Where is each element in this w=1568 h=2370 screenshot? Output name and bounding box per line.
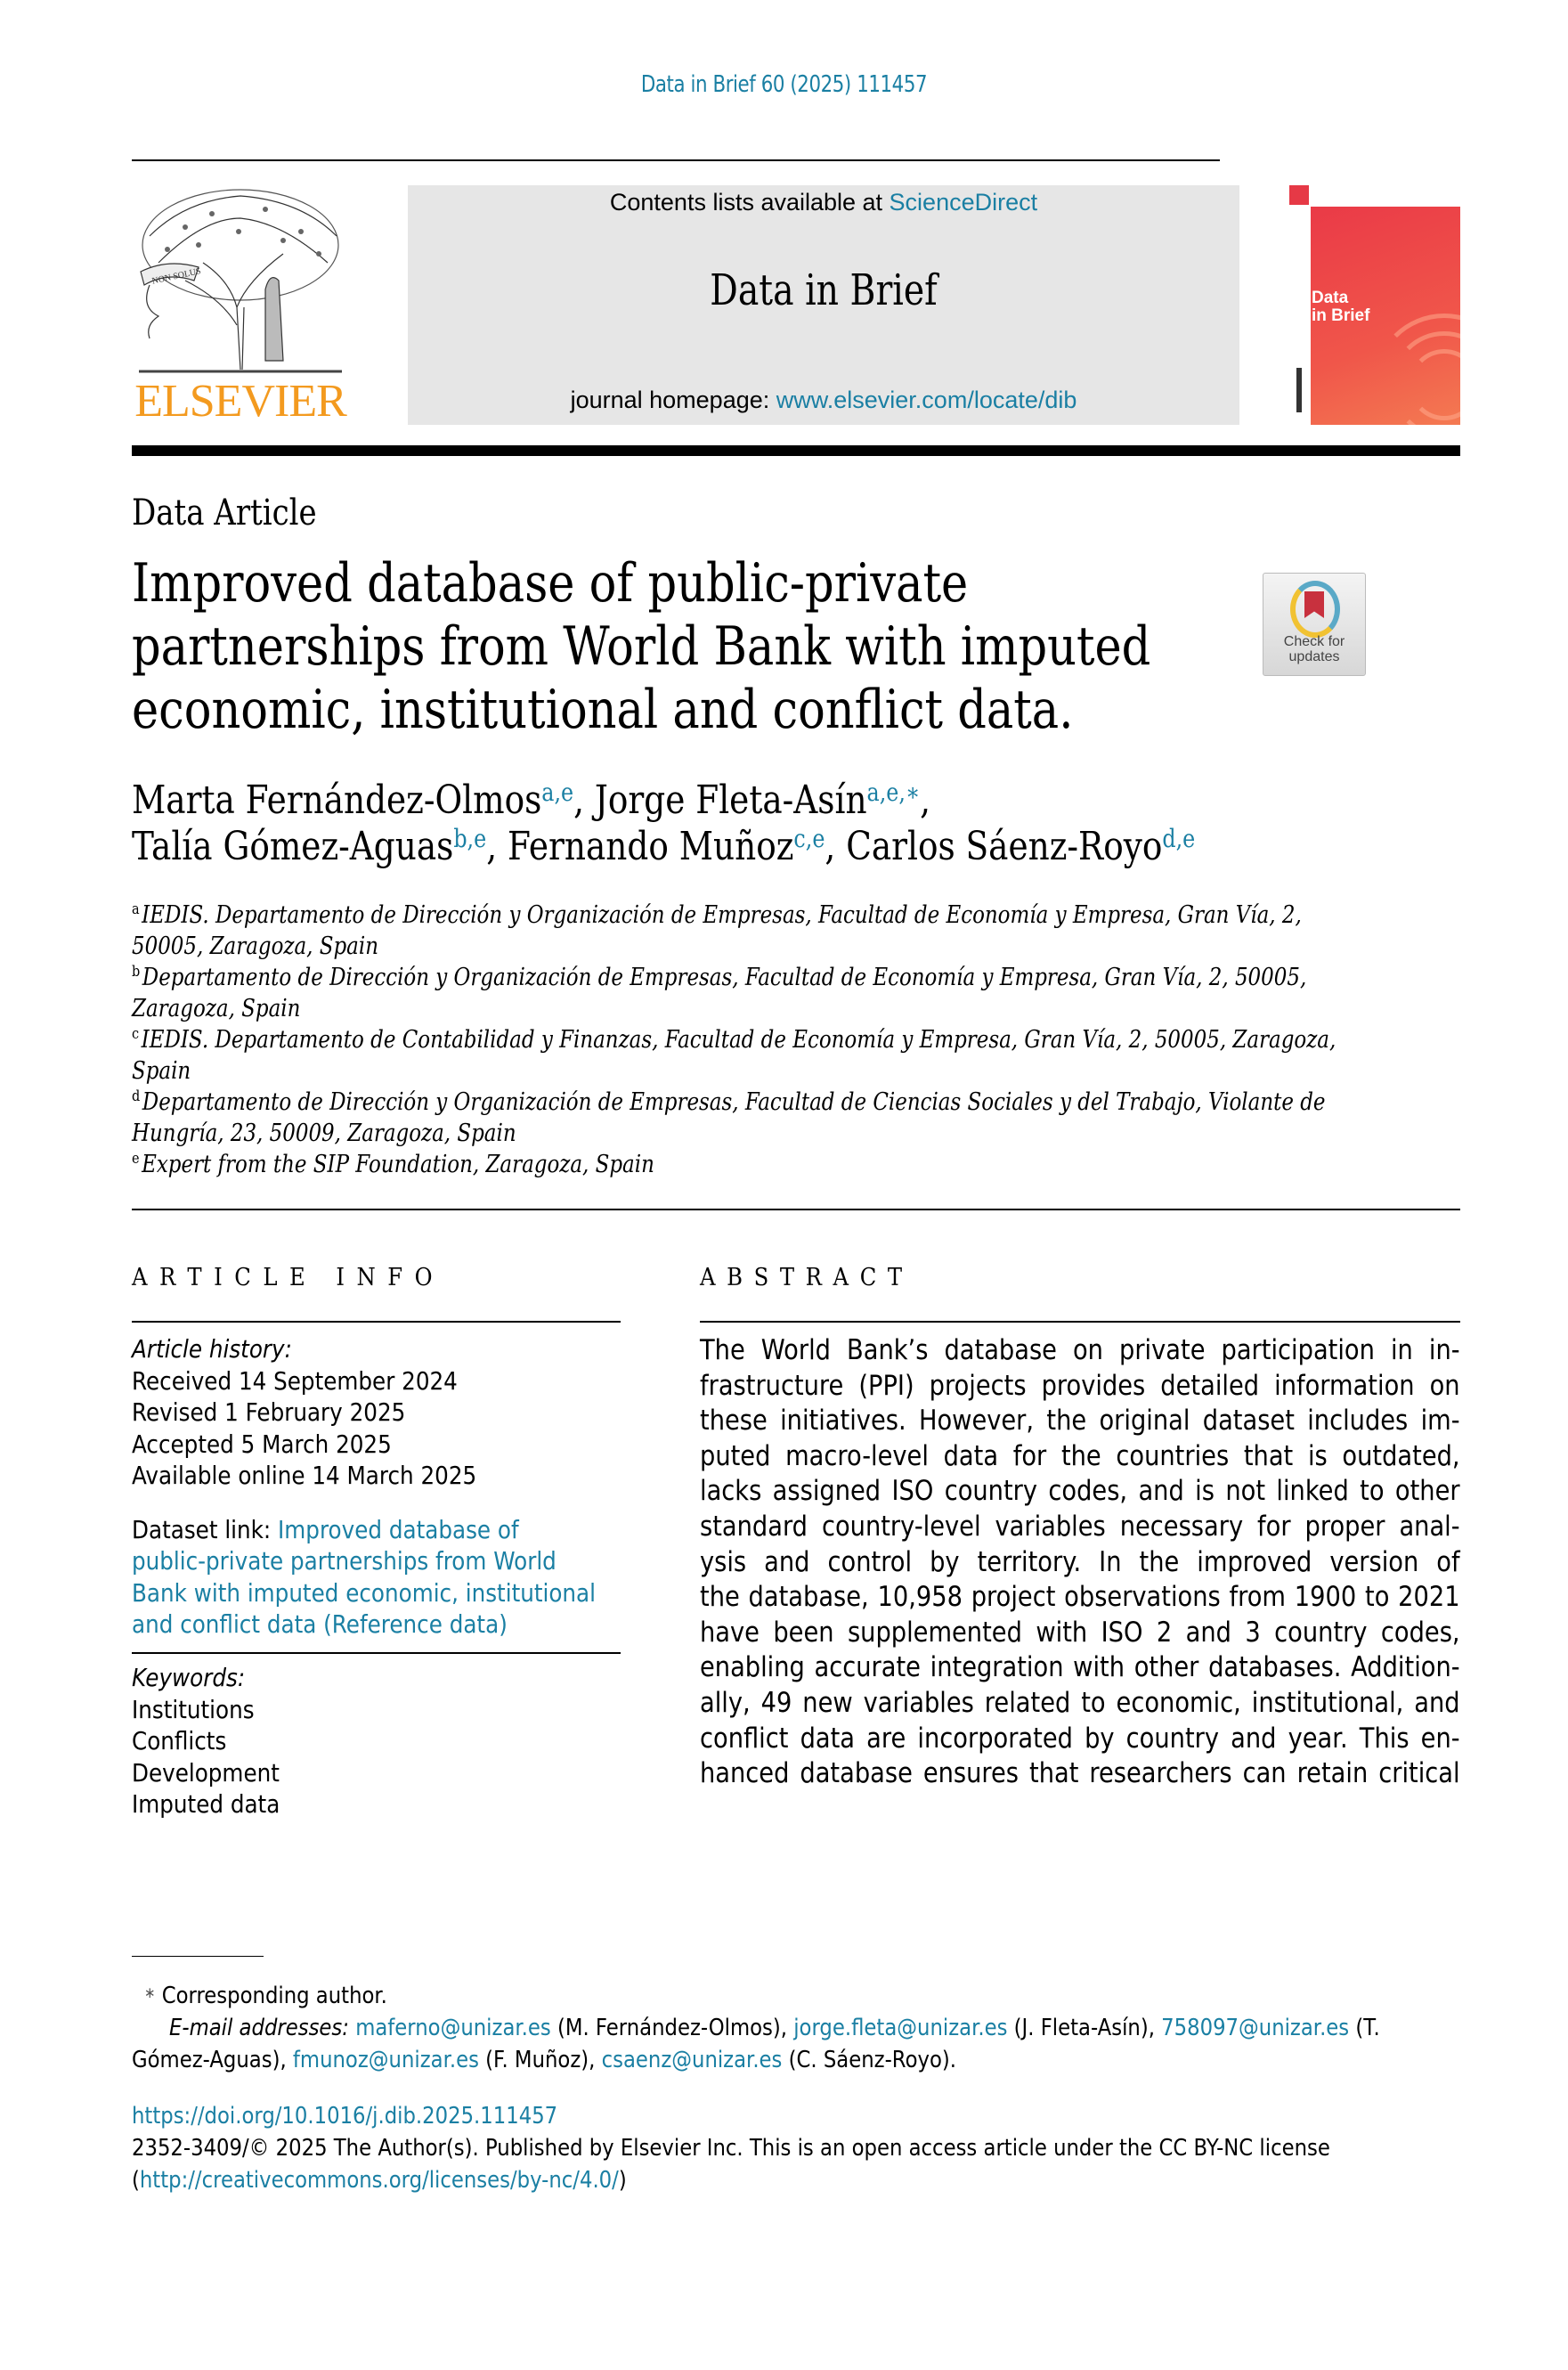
affiliation-text: IEDIS. Departamento de Contabilidad y Finanzas, Facultad de Economía y Empresa, Gran Vía, 2, 50005, Zaragoza, [141,1026,1336,1054]
elsevier-badge-icon [1289,185,1309,205]
paren: ( [132,2167,140,2194]
abstract-line: hanced database ensures that researchers can retain critical [700,1757,1460,1790]
abstract-line: puted macro-level data for the countries that is outdated, [700,1439,1460,1472]
author-affiliation-ref[interactable]: a,e,∗ [866,778,921,807]
author-line [132,778,1230,824]
contents-prefix: Contents lists available at [609,189,890,216]
cover-art [1311,207,1460,425]
affiliation-b-cont: Zaragoza, Spain [132,995,301,1022]
abstract-divider [700,1321,1460,1323]
check-for-updates-button[interactable] [1263,573,1366,676]
affiliation-text: Expert from the SIP Foundation, Zaragoza, Spain [142,1151,654,1178]
author-affiliation-ref[interactable]: d,e [1162,824,1196,853]
journal-cover-thumbnail[interactable] [1289,185,1460,425]
dataset-link-cont[interactable]: Bank with imputed economic, institutional [132,1577,597,1608]
author-list [132,778,1230,870]
license-text: 2352-3409/© 2025 The Author(s). Published by Elsevier Inc. This is an open access article under the CC BY-NC license [132,2135,1330,2162]
email-owner: (T. [1349,2015,1380,2041]
article-title [132,552,1176,742]
check-for-updates-label [1263,634,1365,664]
keyword: Development [132,1757,280,1788]
email-link[interactable]: maferno@unizar.es [355,2015,551,2041]
top-rule-divider [132,159,1220,161]
elsevier-wordmark: ELSEVIER [134,376,346,427]
email-owner: Gómez-Aguas), [132,2047,293,2073]
header-heavy-rule [132,445,1460,456]
author-name[interactable]: Talía Gómez-Aguas [132,824,454,869]
corresponding-author-note [132,1977,1457,2012]
email-line [132,2012,1457,2044]
abstract-body [700,1333,1460,1792]
abstract-line: the database, 10,958 project observations from 1900 to 2021 [700,1581,1460,1614]
abstract-line: lacks assigned ISO country codes, and is not linked to other [700,1475,1460,1508]
author-name[interactable]: Jorge Fleta-Asín [594,778,867,823]
tree-emblem-icon [132,183,349,377]
affiliation-key: b [132,963,141,981]
homepage-prefix: journal homepage: [570,387,776,413]
cover-title-line: in Brief [1312,306,1370,325]
abstract-line: conflict data are incorporated by country and year. This en- [700,1722,1460,1755]
affiliation-key: c [132,1025,140,1043]
affiliation-c-cont: Spain [132,1057,191,1085]
abstract-line: frastructure (PPI) projects provides detailed information on [700,1369,1460,1402]
abstract-line: these initiatives. However, the original dataset includes im- [700,1405,1460,1437]
abstract-line: ally, 49 new variables related to economic, institutional, and [700,1686,1460,1719]
keywords-divider [132,1652,621,1654]
email-owner: (J. Fleta-Asín), [1007,2015,1162,2041]
license-link[interactable]: http://creativecommons.org/licenses/by-nc/4.0/ [139,2167,619,2194]
affiliation-a [132,900,1381,931]
dataset-label: Dataset link: [132,1514,279,1544]
article-type-label: Data Article [132,493,317,533]
sciencedirect-link[interactable]: ScienceDirect [889,189,1038,216]
footnotes [132,1977,1457,2076]
keywords-section [132,1662,602,1820]
history-online: Available online 14 March 2025 [132,1461,477,1490]
paren: ) [618,2167,627,2194]
abstract-line: have been supplemented with ISO 2 and 3 country codes, [700,1616,1460,1649]
affiliation-d-cont: Hungría, 23, 50009, Zaragoza, Spain [132,1120,516,1147]
journal-header-box [408,185,1239,425]
corresponding-marker: ∗ [144,1984,156,2002]
author-separator: , [573,778,595,823]
author-affiliation-ref[interactable]: a,e [541,778,574,807]
author-affiliation-ref[interactable]: c,e [793,824,825,853]
svg-text:NON SOLUS: NON SOLUS [150,266,202,287]
license-link-line [132,2164,1457,2196]
footnote-rule [132,1956,264,1957]
journal-citation-link[interactable]: Data in Brief 60 (2025) 111457 [640,71,928,98]
keywords-label: Keywords: [132,1663,246,1692]
contents-availability-line [408,189,1239,216]
doi-license-block [132,2100,1457,2196]
email-link[interactable]: jorge.fleta@unizar.es [793,2015,1008,2041]
email-owner: (C. Sáenz-Royo). [782,2047,957,2073]
email-link[interactable]: csaenz@unizar.es [601,2047,783,2073]
author-name[interactable]: Marta Fernández-Olmos [132,778,542,823]
affiliation-text: Departamento de Dirección y Organización de Empresas, Facultad de Economía y Empresa, Gran Vía, 2, 50005, [142,964,1307,991]
email-owner: (M. Fernández-Olmos), [550,2015,794,2041]
article-history [132,1333,602,1641]
abstract-line: The World Bank’s database on private participation in in- [700,1334,1460,1366]
abstract-line: enabling accurate integration with other databases. Addition- [700,1651,1460,1684]
journal-name: Data in Brief [710,265,938,315]
author-name[interactable]: Carlos Sáenz-Royo [846,824,1163,869]
email-link[interactable]: fmunoz@unizar.es [292,2047,479,2073]
research-elements-mark-icon [1296,368,1302,412]
author-line [132,824,1230,870]
history-received: Received 14 September 2024 [132,1365,458,1396]
title-line: Improved database of public-private [132,552,969,615]
author-name[interactable]: Fernando Muñoz [507,824,794,869]
dataset-link-cont[interactable]: and conflict data (Reference data) [132,1609,508,1639]
cover-title [1312,289,1369,325]
history-accepted: Accepted 5 March 2025 [132,1429,392,1459]
abstract-heading: ABSTRACT [700,1264,914,1291]
article-info-heading: ARTICLE INFO [132,1264,445,1291]
abstract-line: standard country-level variables necessary for proper anal- [700,1510,1460,1543]
dataset-link-cont[interactable]: public-private partnerships from World [132,1546,557,1576]
history-label: Article history: [132,1334,292,1364]
affiliation-key: d [132,1087,141,1105]
affiliation-d [132,1087,1381,1118]
affiliation-key: a [132,900,140,918]
doi-link[interactable]: https://doi.org/10.1016/j.dib.2025.111457 [132,2103,558,2130]
article-info-divider [132,1321,621,1323]
affiliation-b [132,962,1381,993]
email-link[interactable]: 758097@unizar.es [1161,2015,1350,2041]
affiliations-divider [132,1209,1460,1210]
keyword: Institutions [132,1694,255,1724]
author-separator: , [920,778,931,823]
journal-homepage-line [408,387,1239,414]
check-updates-line: Check for [1283,634,1345,649]
elsevier-logo[interactable] [132,183,349,427]
affiliation-text: IEDIS. Departamento de Dirección y Organización de Empresas, Facultad de Economía y Empresa, Gran Vía, 2, [142,901,1302,929]
title-line: economic, institutional and conflict data. [132,679,1074,741]
author-separator: , [825,824,847,869]
affiliation-c [132,1024,1381,1055]
author-affiliation-ref[interactable]: b,e [453,824,487,853]
abstract-line: ysis and control by territory. In the improved version of [700,1545,1460,1578]
spacer [132,1492,602,1514]
email-label: E-mail addresses: [169,2015,349,2041]
email-owner: (F. Muñoz), [478,2047,602,2073]
check-updates-line: updates [1288,649,1340,664]
keyword: Conflicts [132,1726,227,1755]
email-line [132,2044,1457,2076]
history-revised: Revised 1 February 2025 [132,1397,406,1427]
dataset-link-line [132,1514,602,1546]
dataset-link[interactable]: Improved database of [278,1514,519,1544]
corresponding-text: Corresponding author. [161,1983,387,2009]
affiliation-a-cont: 50005, Zaragoza, Spain [132,933,378,960]
affiliation-text: Departamento de Dirección y Organización de Empresas, Facultad de Ciencias Sociales y del Trabajo, Violante de [142,1088,1326,1116]
cover-title-line: Data [1312,289,1349,307]
title-line: partnerships from World Bank with imputed [132,615,1151,678]
affiliation-list [132,900,1381,1180]
journal-homepage-link[interactable]: www.elsevier.com/locate/dib [776,387,1077,413]
affiliation-e [132,1149,1381,1180]
author-separator: , [486,824,508,869]
affiliation-key: e [132,1150,140,1168]
keyword: Imputed data [132,1789,280,1819]
